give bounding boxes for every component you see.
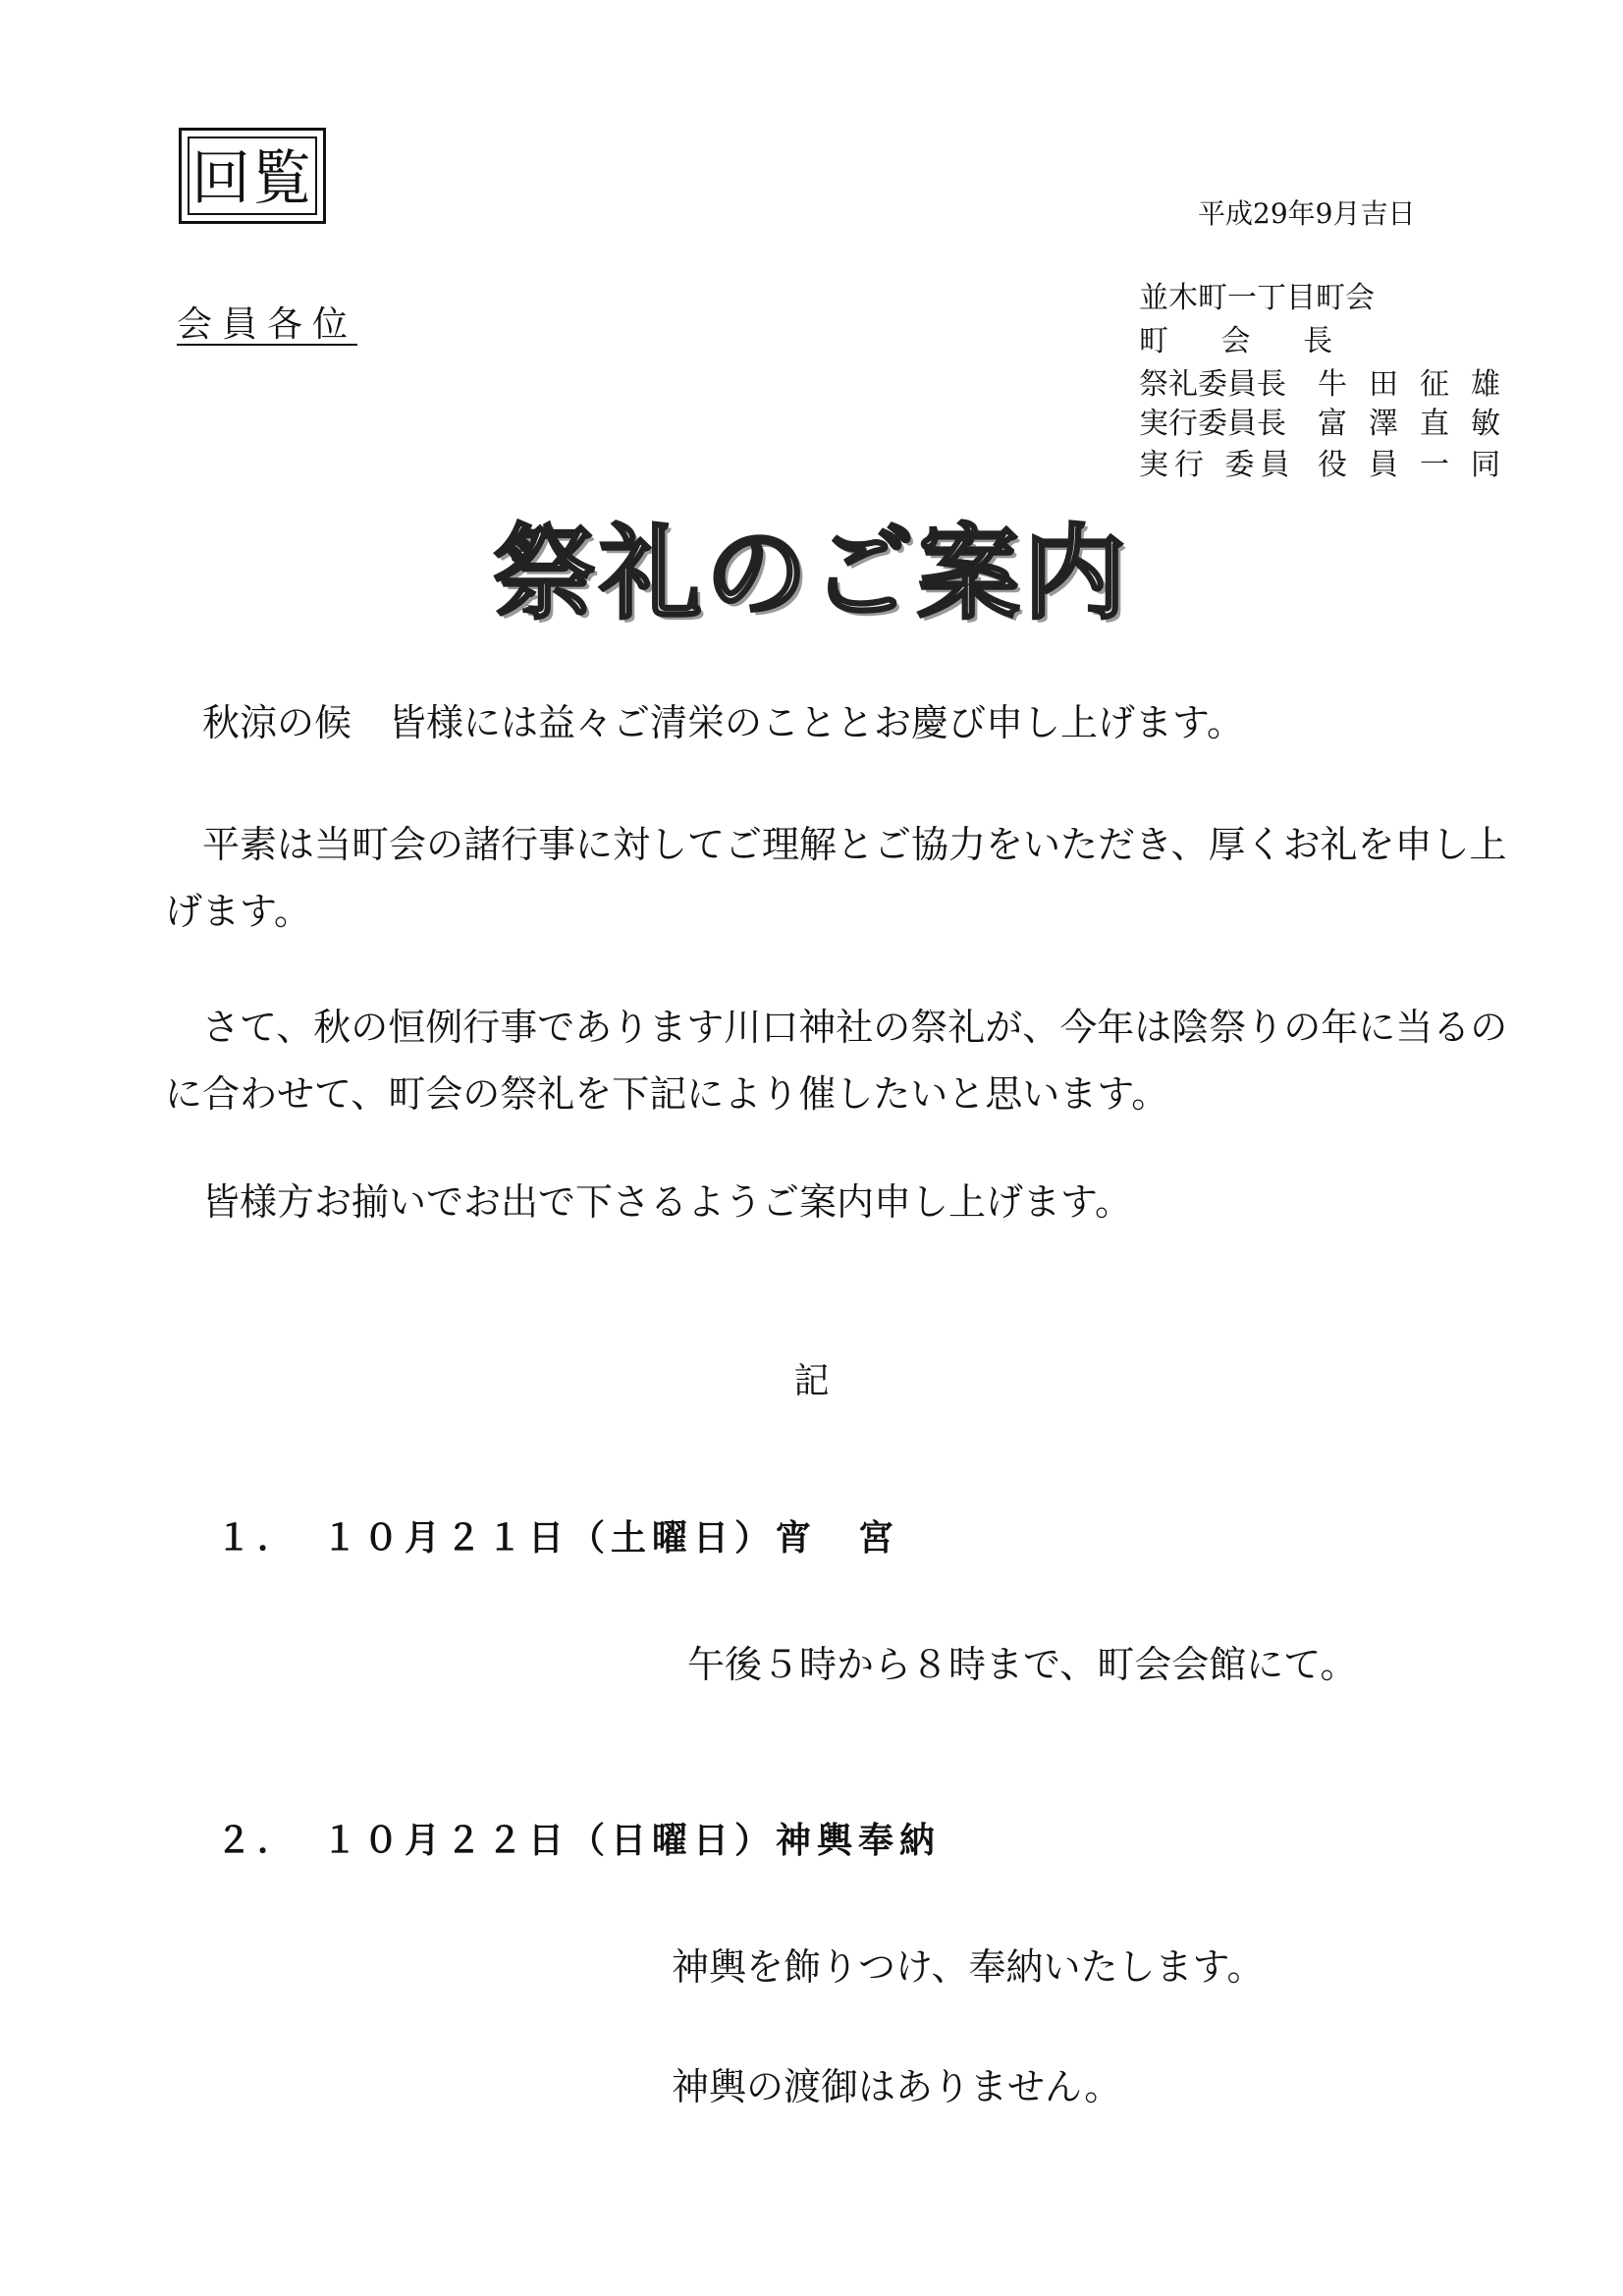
kairan-label: 回覧: [188, 137, 317, 215]
sender-line: [1139, 440, 1522, 483]
sender-role: 祭礼委員長: [1139, 367, 1286, 402]
schedule-item-detail: 神輿の渡御はありません。: [672, 2065, 1122, 2108]
body-paragraph: 皆様方お揃いでお出で下さるようご案内申し上げます。: [202, 1180, 1132, 1224]
sender-role: 実行 委員: [1139, 448, 1296, 482]
sender-person: 役員一同: [1318, 448, 1522, 482]
sender-line: [1139, 399, 1522, 442]
sender-role: 実行委員長: [1139, 407, 1286, 441]
sender-role: 町 会 長: [1139, 324, 1355, 358]
schedule-item-detail: 神輿を飾りつけ、奉納いたします。: [672, 1945, 1265, 1989]
schedule-item-heading: １． １０月２１日（土曜日）宵 宮: [216, 1518, 900, 1558]
body-paragraph: 秋涼の候 皆様には益々ご清栄のこととお慶び申し上げます。: [202, 701, 1244, 744]
schedule-item-detail: 午後５時から８時まで、町会会館にて。: [687, 1643, 1358, 1686]
body-paragraph: さて、秋の恒例行事であります川口神社の祭礼が、今年は陰祭りの年に当るのに合わせて、町会の祭礼を下記により催したいと思います。: [165, 1006, 1508, 1116]
sender-line: [1139, 359, 1522, 403]
kairan-stamp: [179, 128, 326, 224]
sender-line: [1139, 316, 1355, 359]
addressee: 会員各位: [177, 304, 358, 345]
document-title: 祭礼のご案内: [493, 514, 1130, 633]
sender-organization: 並木町一丁目町会: [1139, 281, 1375, 315]
sender-person: 富澤直敏: [1318, 407, 1522, 441]
body-paragraph: 平素は当町会の諸行事に対してご理解とご協力をいただき、厚くお礼を申し上げます。: [165, 823, 1507, 933]
sender-person: 牛田征雄: [1318, 367, 1522, 402]
ki-heading: 記: [793, 1361, 830, 1401]
document-date: 平成29年9月吉日: [1198, 197, 1416, 230]
schedule-item-heading: ２． １０月２２日（日曜日）神輿奉納: [216, 1821, 942, 1861]
